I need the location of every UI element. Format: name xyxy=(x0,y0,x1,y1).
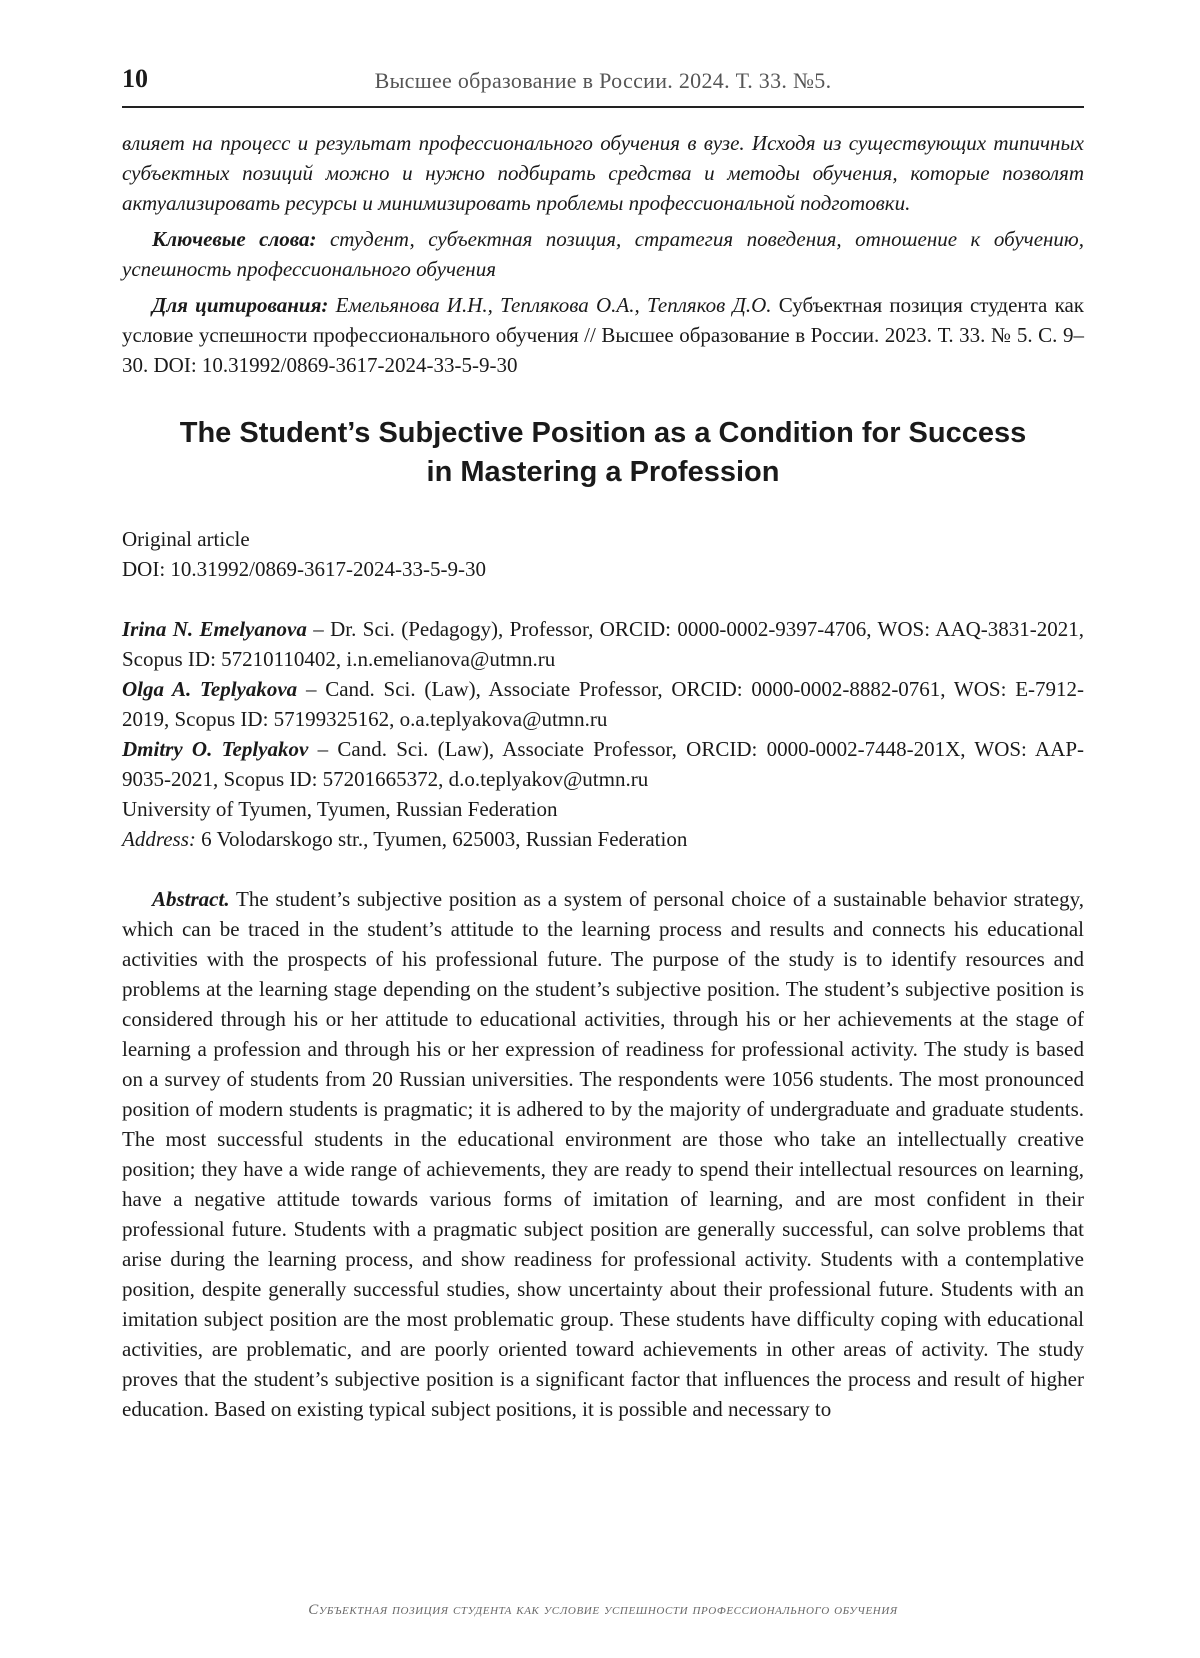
english-title-line-2: in Mastering a Profession xyxy=(426,456,780,488)
author-entry xyxy=(122,674,1084,734)
russian-keywords xyxy=(122,224,1084,284)
page-number: 10 xyxy=(122,64,148,93)
author-name: Irina N. Emelyanova xyxy=(122,617,307,641)
page-content xyxy=(122,128,1084,1424)
address xyxy=(122,824,1084,854)
article-meta xyxy=(122,524,1084,584)
abstract-label: Abstract. xyxy=(152,887,230,911)
citation xyxy=(122,290,1084,380)
citation-label: Для цитирования: xyxy=(152,293,329,317)
address-label: Address: xyxy=(122,827,196,851)
english-title-line-1: The Student’s Subjective Position as a Condition for Success xyxy=(179,417,1027,449)
running-footer: Субъектная позиция студента как условие успешности профессионального обучения xyxy=(308,1602,898,1618)
author-list xyxy=(122,614,1084,854)
citation-authors: Емельянова И.Н., Теплякова О.А., Тепляков Д.О. xyxy=(335,293,772,317)
english-title xyxy=(122,414,1084,492)
citation-text: Субъектная позиция студента как условие успешности профессионального обучения // Высшее образование в России. 2023. Т. 33. № 5. С. 9–30. DOI: 10.31992/0869-3617-2024-33-5-9-30 xyxy=(122,293,1085,377)
author-name: Dmitry O. Teplyakov xyxy=(122,737,309,761)
author-entry xyxy=(122,614,1084,674)
keywords-label: Ключевые слова: xyxy=(152,227,317,251)
author-name: Olga A. Teplyakova xyxy=(122,677,298,701)
affiliation: University of Tyumen, Tyumen, Russian Federation xyxy=(122,797,558,821)
address-text: 6 Volodarskogo str., Tyumen, 625003, Russian Federation xyxy=(201,827,688,851)
journal-reference: Высшее образование в России. 2024. Т. 33. №5. xyxy=(374,68,832,93)
author-details: – Dr. Sci. (Pedagogy), Professor, ORCID: 0000-0002-9397-4706, WOS: AAQ-3831-2021, Scopus ID: 57210110402, i.n.emelianova@utmn.ru xyxy=(122,617,1085,671)
abstract-text: The student’s subjective position as a system of personal choice of a sustainable behavior strategy, which can be traced in the student’s attitude to the learning process and results and connects his educational activities with the prospects of his professional future. The purpose of the study is to identify resources and problems at the learning stage depending on the student’s subjective position. The student’s subjective position is considered through his or her attitude to educational activities, through his or her achievements at the stage of learning a profession and through his or her expression of readiness for professional activity. The study is based on a survey of students from 20 Russian universities. The respondents were 1056 students. The most pronounced position of modern students is pragmatic; it is adhered to by the majority of undergraduate and graduate students. The most successful students in the educational environment are those who take an intellectually creative position; they have a wide range of achievements, they are ready to spend their intellectual resources on learning, have a negative attitude towards various forms of imitation of learning, and are most confident in their professional future. Students with a pragmatic subject position are generally successful, can solve problems that arise during the learning process, and show readiness for professional activity. Students with a contemplative position, despite generally successful studies, show uncertainty about their professional future. Students with an imitation subject position are the most problematic group. These students have difficulty coping with educational activities, are problematic, and are poorly oriented toward achievements in other areas of activity. The study proves that the student’s subjective position is a significant factor that influences the process and result of higher education. Based on existing typical subject positions, it is possible and necessary to xyxy=(122,887,1085,1421)
running-header xyxy=(122,58,1084,108)
english-abstract xyxy=(122,884,1084,1424)
author-details: – Cand. Sci. (Law), Associate Professor, ORCID: 0000-0002-7448-201X, WOS: AAP-9035-2021, Scopus ID: 57201665372, d.o.teplyakov@utmn.ru xyxy=(122,737,1085,791)
article-doi: DOI: 10.31992/0869-3617-2024-33-5-9-30 xyxy=(122,557,486,581)
article-type: Original article xyxy=(122,527,250,551)
keywords-text: студент, субъектная позиция, стратегия поведения, отношение к обучению, успешность профессионального обучения xyxy=(122,227,1084,281)
author-details: – Cand. Sci. (Law), Associate Professor, ORCID: 0000-0002-8882-0761, WOS: E-7912-2019, Scopus ID: 57199325162, o.a.teplyakova@utmn.ru xyxy=(122,677,1085,731)
author-entry xyxy=(122,734,1084,794)
russian-abstract-ending: влияет на процесс и результат профессионального обучения в вузе. Исходя из существующих типичных субъектных позиций можно и нужно подбирать средства и методы обучения, которые позволят актуализировать ресурсы и минимизировать проблемы профессиональной подготовки. xyxy=(122,131,1084,215)
